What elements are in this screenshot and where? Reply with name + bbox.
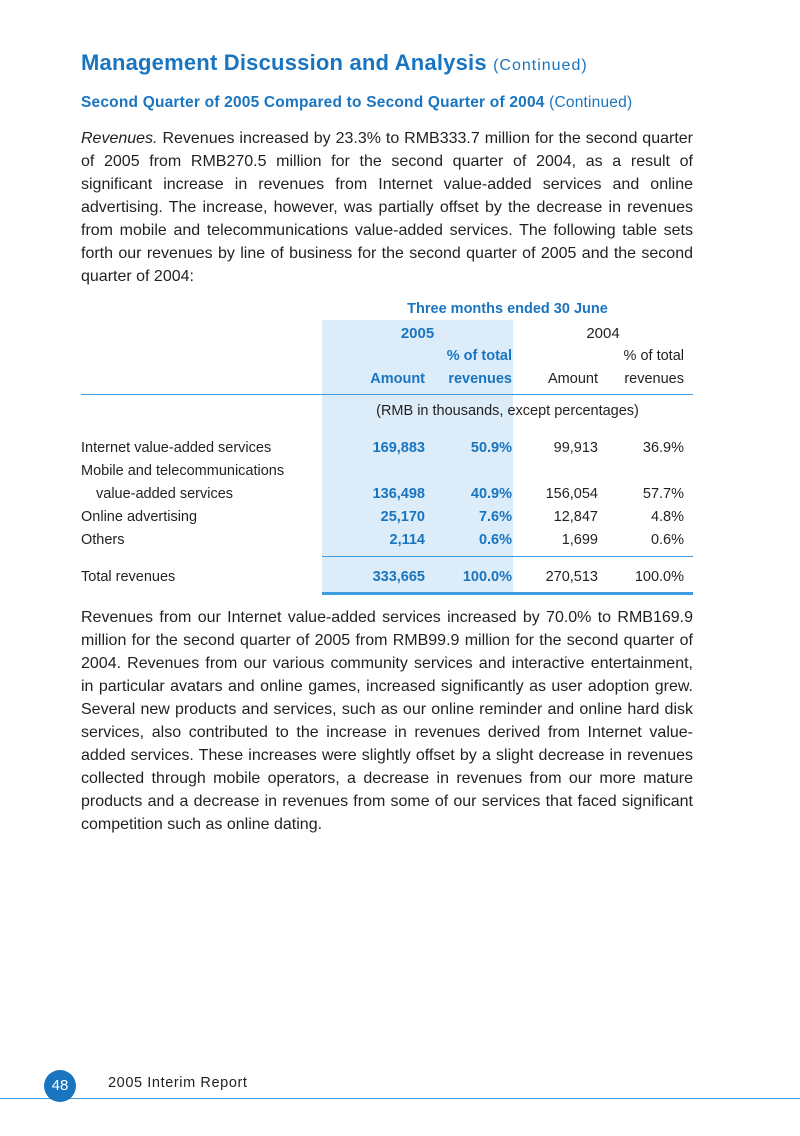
report-name: 2005 Interim Report: [108, 1075, 248, 1091]
row-label: Others: [81, 532, 125, 548]
year-2004-header: 2004: [586, 325, 620, 342]
period-header: Three months ended 30 June: [407, 301, 608, 317]
page-number: 48: [44, 1070, 76, 1102]
row-pct-2005: 50.9%: [470, 440, 512, 456]
total-pct-2004: 100.0%: [634, 569, 684, 585]
title-text: Management Discussion and Analysis: [81, 50, 487, 75]
row-amount-2004: 99,913: [553, 440, 598, 456]
header-rule: [81, 394, 693, 395]
total-amount-2004: 270,513: [545, 569, 598, 585]
subtitle-text: Second Quarter of 2005 Compared to Second Quarter of 2004: [81, 94, 545, 111]
intro-paragraph: [81, 127, 693, 288]
col-pct-2005-bottom: revenues: [448, 371, 512, 387]
total-label: Total revenues: [81, 569, 176, 585]
row-label: Internet value-added services: [81, 440, 272, 456]
total-amount-2005: 333,665: [372, 569, 425, 585]
row-pct-2004: 0.6%: [650, 532, 684, 548]
row-pct-2004: 36.9%: [642, 440, 684, 456]
title-suffix: (Continued): [493, 57, 588, 74]
footer-rule: [0, 1098, 800, 1099]
intro-lead: Revenues.: [81, 130, 158, 147]
row-label-continued: value-added services: [96, 486, 234, 502]
row-amount-2004: 1,699: [561, 532, 598, 548]
row-amount-2004: 12,847: [553, 509, 598, 525]
year-2005-header: 2005: [400, 325, 435, 342]
row-label: Online advertising: [81, 509, 198, 525]
total-rule: [322, 592, 693, 595]
subtotal-rule: [322, 556, 693, 557]
page-title: [81, 50, 588, 76]
row-amount-2005: 169,883: [372, 440, 425, 456]
unit-note: (RMB in thousands, except percentages): [376, 403, 639, 419]
total-pct-2005: 100.0%: [462, 569, 512, 585]
row-amount-2005: 25,170: [380, 509, 425, 525]
intro-text: Revenues increased by 23.3% to RMB333.7 million for the second quarter of 2005 from RMB270.5 million for the second quarter of 2004, as a result of significant increase in revenues from Internet value-added services and online advertising. The increase, however, was partially offset by the decrease in revenues from mobile and telecommunications value-added services. The following table sets forth our revenues by line of business for the second quarter of 2005 and the second quarter of 2004:: [81, 130, 693, 285]
col-pct-2004-top: % of total: [623, 348, 684, 364]
row-pct-2005: 40.9%: [470, 486, 512, 502]
col-pct-2005-top: % of total: [446, 348, 512, 364]
subtitle-suffix: (Continued): [549, 94, 633, 111]
section-subtitle: [81, 94, 632, 112]
col-pct-2004-bottom: revenues: [624, 371, 684, 387]
row-pct-2004: 4.8%: [650, 509, 684, 525]
row-pct-2005: 7.6%: [478, 509, 512, 525]
analysis-paragraph: Revenues from our Internet value-added services increased by 70.0% to RMB169.9 million for the second quarter of 2005 from RMB99.9 million for the second quarter of 2004. Revenues from our various community services and interactive entertainment, in particular avatars and online games, increased significantly as user adoption grew. Several new products and services, such as our online reminder and online hard disk services, also contributed to the increase in revenues derived from Internet value-added services. These increases were slightly offset by a slight decrease in revenues collected through mobile operators, a decrease in revenues from our more mature products and a decrease in revenues from some of our services that faced significant competition such as online dating.: [81, 609, 693, 833]
row-amount-2005: 2,114: [389, 532, 425, 548]
row-pct-2004: 57.7%: [642, 486, 684, 502]
row-label: Mobile and telecommunications: [81, 463, 285, 479]
revenue-table: [81, 298, 693, 598]
col-amount-2005: Amount: [370, 371, 425, 387]
col-amount-2004: Amount: [548, 371, 598, 387]
row-amount-2005: 136,498: [372, 486, 425, 502]
row-amount-2004: 156,054: [545, 486, 598, 502]
row-pct-2005: 0.6%: [478, 532, 512, 548]
